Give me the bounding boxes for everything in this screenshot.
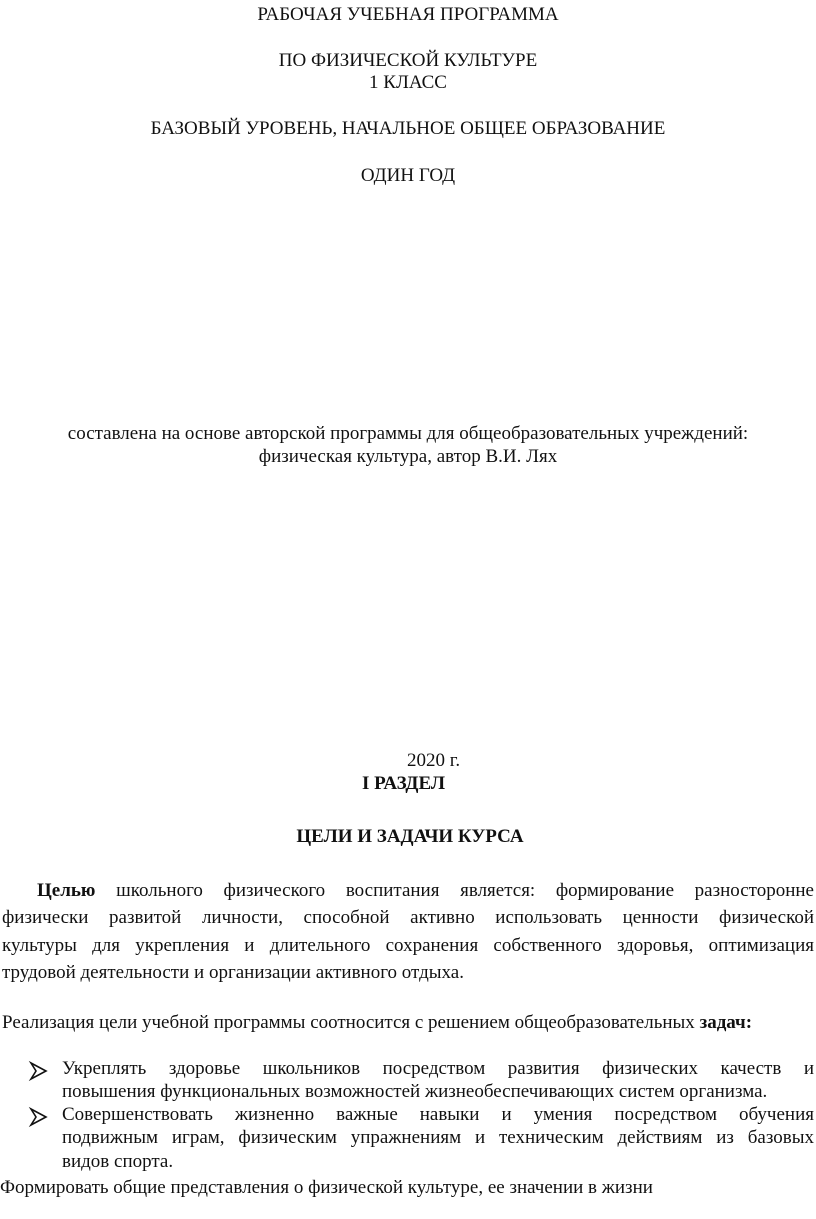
basis-line-2: физическая культура, автор В.И. Лях: [258, 446, 558, 467]
goal-line-2: физически развитой личности, способной активно использовать ценности физической: [2, 907, 814, 928]
title-line-5: ОДИН ГОД: [360, 165, 456, 186]
basis-line-1: составлена на основе авторской программы для общеобразовательных учреждений:: [67, 423, 749, 444]
section-heading: I РАЗДЕЛ: [362, 773, 446, 794]
tasks-intro-text: Реализация цели учебной программы соотносится с решением общеобразовательных: [2, 1012, 695, 1033]
bullet-2-line-2: подвижным играм, физическим упражнениям и техническим действиям из базовых: [62, 1127, 814, 1148]
goal-lead: Целью: [37, 880, 96, 901]
title-line-2: ПО ФИЗИЧЕСКОЙ КУЛЬТУРЕ: [278, 50, 538, 71]
title-line-1: РАБОЧАЯ УЧЕБНАЯ ПРОГРАММА: [257, 4, 559, 25]
goal-line-3: культуры для укрепления и длительного сохранения собственного здоровья, оптимизация: [2, 935, 814, 956]
title-line-4: БАЗОВЫЙ УРОВЕНЬ, НАЧАЛЬНОЕ ОБЩЕЕ ОБРАЗОВАНИЕ: [150, 118, 666, 139]
arrow-bullet-icon: [28, 1060, 50, 1082]
bullet-2-line-1: Совершенствовать жизненно важные навыки и умения посредством обучения: [62, 1104, 814, 1125]
tasks-intro: [2, 1012, 752, 1034]
title-line-3: 1 КЛАСС: [369, 72, 447, 93]
section-subheading: ЦЕЛИ И ЗАДАЧИ КУРСА: [296, 826, 524, 847]
year: 2020 г.: [407, 750, 461, 771]
goal-line-1: [37, 880, 814, 902]
bullet-1-line-2: повышения функциональных возможностей жизнеобеспечивающих систем организма.: [62, 1081, 768, 1102]
goal-line-1-text: школьного физического воспитания является: формирование разносторонне: [116, 880, 814, 901]
closing-line: Формировать общие представления о физической культуре, ее значении в жизни: [0, 1177, 653, 1198]
arrow-bullet-icon: [28, 1106, 50, 1128]
goal-line-4: трудовой деятельности и организации активного отдыха.: [2, 962, 464, 983]
bullet-2-line-3: видов спорта.: [62, 1151, 174, 1172]
tasks-intro-bold: задач:: [699, 1012, 753, 1033]
bullet-1-line-1: Укреплять здоровье школьников посредством развития физических качеств и: [62, 1058, 814, 1079]
